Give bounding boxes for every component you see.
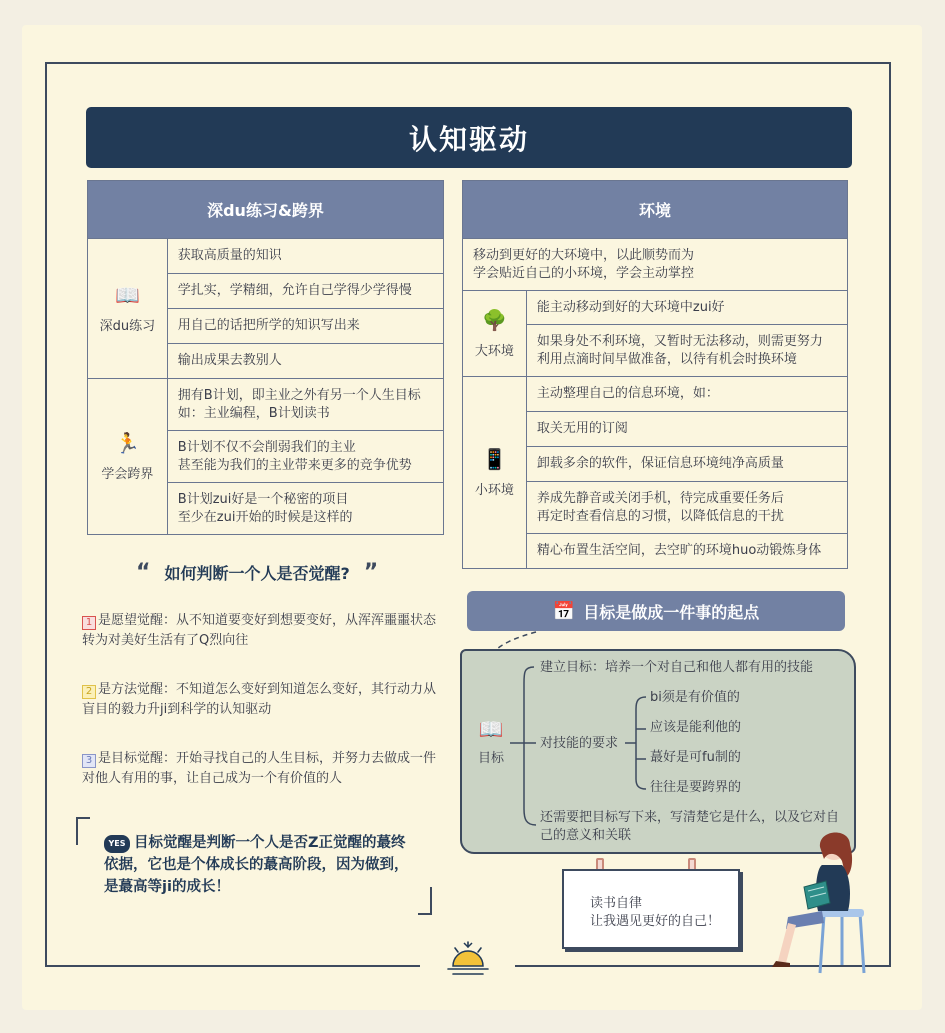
quote-close-mark: ” bbox=[363, 560, 379, 585]
table-cell: 主动整理自己的信息环境，如： bbox=[526, 377, 847, 412]
tree-building-icon: 🌳 bbox=[481, 308, 507, 332]
practice-crossover-table bbox=[87, 180, 444, 535]
frame-line bbox=[889, 62, 891, 967]
note-card bbox=[562, 869, 740, 949]
category-deep-practice bbox=[88, 239, 168, 379]
table-cell: B计划zui好是一个秘密的项目 至少在zui开始的时候是这样的 bbox=[167, 483, 443, 535]
awakening-point-2 bbox=[82, 680, 442, 720]
awakening-conclusion bbox=[104, 832, 416, 898]
phone-icon: 📱 bbox=[481, 447, 507, 471]
table-cell: 能主动移动到好的大环境中zui好 bbox=[526, 291, 847, 325]
table-header: 环境 bbox=[463, 181, 848, 239]
point-text: 是愿望觉醒：从不知道要变好到想要变好，从浑浑噩噩状态转为对美好生活有了Q烈向往 bbox=[82, 613, 437, 648]
table-cell: 精心布置生活空间，去空旷的环境huo动锻炼身体 bbox=[526, 534, 847, 569]
sunrise-icon bbox=[443, 940, 493, 980]
number-badge: 1 bbox=[82, 616, 96, 630]
category-crossover bbox=[88, 379, 168, 535]
table-cell: 卸载多余的软件，保证信息环境纯净高质量 bbox=[526, 447, 847, 482]
bracket-decoration bbox=[76, 817, 90, 845]
quote-open-mark: “ bbox=[136, 560, 151, 585]
table-cell: 获取高质量的知识 bbox=[167, 239, 443, 274]
requirement-item: 应该是能利他的 bbox=[650, 720, 742, 735]
table-intro: 移动到更好的大环境中，以此顺势而为 学会贴近自己的小环境，学会主动掌控 bbox=[463, 239, 848, 291]
awakening-point-3 bbox=[82, 749, 442, 789]
page-title: 认知驱动 bbox=[86, 107, 852, 168]
number-badge: 2 bbox=[82, 685, 96, 699]
category-label: 深du练习 bbox=[99, 319, 156, 334]
note-text bbox=[590, 895, 720, 931]
awakening-title bbox=[122, 560, 392, 585]
table-cell: 拥有B计划，即主业之外有另一个人生目标 如：主业编程，B计划读书 bbox=[167, 379, 443, 431]
mindmap-branch-build-goal: 建立目标：培养一个对自己和他人都有用的技能 bbox=[540, 660, 814, 675]
environment-table bbox=[462, 180, 848, 569]
book-pencil-icon: 📖 bbox=[114, 283, 140, 307]
goal-banner bbox=[467, 591, 845, 631]
category-label: 学会跨界 bbox=[101, 467, 154, 482]
note-line-1: 读书自律 bbox=[590, 896, 643, 911]
book-pencil-icon: 📖 bbox=[478, 717, 504, 741]
table-cell: 输出成果去教别人 bbox=[167, 344, 443, 379]
requirement-item: 蕞好是可fu制的 bbox=[650, 750, 741, 765]
frame-line bbox=[45, 62, 47, 967]
goal-banner-text: 目标是做成一件事的起点 bbox=[583, 602, 760, 622]
table-cell: 取关无用的订阅 bbox=[526, 412, 847, 447]
category-small-environment bbox=[463, 377, 527, 569]
note-line-2: 让我遇见更好的自己！ bbox=[590, 914, 721, 929]
frame-line bbox=[45, 965, 420, 967]
awakening-point-1 bbox=[82, 611, 442, 651]
calendar-icon: 📅 bbox=[552, 600, 576, 622]
frame-line bbox=[45, 62, 891, 64]
table-cell: 用自己的话把所学的知识写出来 bbox=[167, 309, 443, 344]
category-big-environment bbox=[463, 291, 527, 377]
awakening-title-text: 如何判断一个人是否觉醒? bbox=[164, 564, 350, 583]
hiker-icon: 🏃 bbox=[114, 431, 140, 455]
requirement-item: 往往是要跨界的 bbox=[650, 780, 742, 795]
point-text: 是目标觉醒：开始寻找自己的人生目标，并努力去做成一件对他人有用的事，让自己成为一个有价值的人 bbox=[82, 751, 437, 786]
mindmap-root-label: 目标 bbox=[477, 751, 504, 766]
mindmap-branch-requirements: 对技能的要求 bbox=[540, 736, 619, 751]
conclusion-text: 目标觉醒是判断一个人是否Z正觉醒的蕞终依据，它也是个体成长的蕞高阶段，因为做到，是蕞高等ji的成长！ bbox=[104, 835, 409, 895]
table-cell: 学扎实，学精细，允许自己学得少学得慢 bbox=[167, 274, 443, 309]
table-cell: 如果身处不利环境，又暂时无法移动，则需更努力 利用点滴时间早做准备，以待有机会时换环境 bbox=[526, 325, 847, 377]
table-cell: B计划不仅不会削弱我们的主业 甚至能为我们的主业带来更多的竞争优势 bbox=[167, 431, 443, 483]
mindmap-branch-write-down: 还需要把目标写下来，写清楚它是什么，以及它对自己的意义和关联 bbox=[540, 810, 840, 843]
number-badge: 3 bbox=[82, 754, 96, 768]
point-text: 是方法觉醒：不知道怎么变好到知道怎么变好，其行动力从盲目的毅力升ji到科学的认知驱动 bbox=[82, 682, 437, 717]
reading-girl-illustration bbox=[768, 825, 878, 975]
category-label: 小环境 bbox=[474, 483, 514, 498]
bracket-decoration bbox=[418, 887, 432, 915]
table-cell: 养成先静音或关闭手机，待完成重要任务后 再定时查看信息的习惯，以降低信息的干扰 bbox=[526, 482, 847, 534]
table-header: 深du练习&跨界 bbox=[88, 181, 444, 239]
requirement-item: bi须是有价值的 bbox=[650, 690, 740, 705]
yes-bubble-icon: YES bbox=[104, 835, 130, 853]
category-label: 大环境 bbox=[474, 344, 514, 359]
mindmap-root bbox=[473, 717, 509, 766]
